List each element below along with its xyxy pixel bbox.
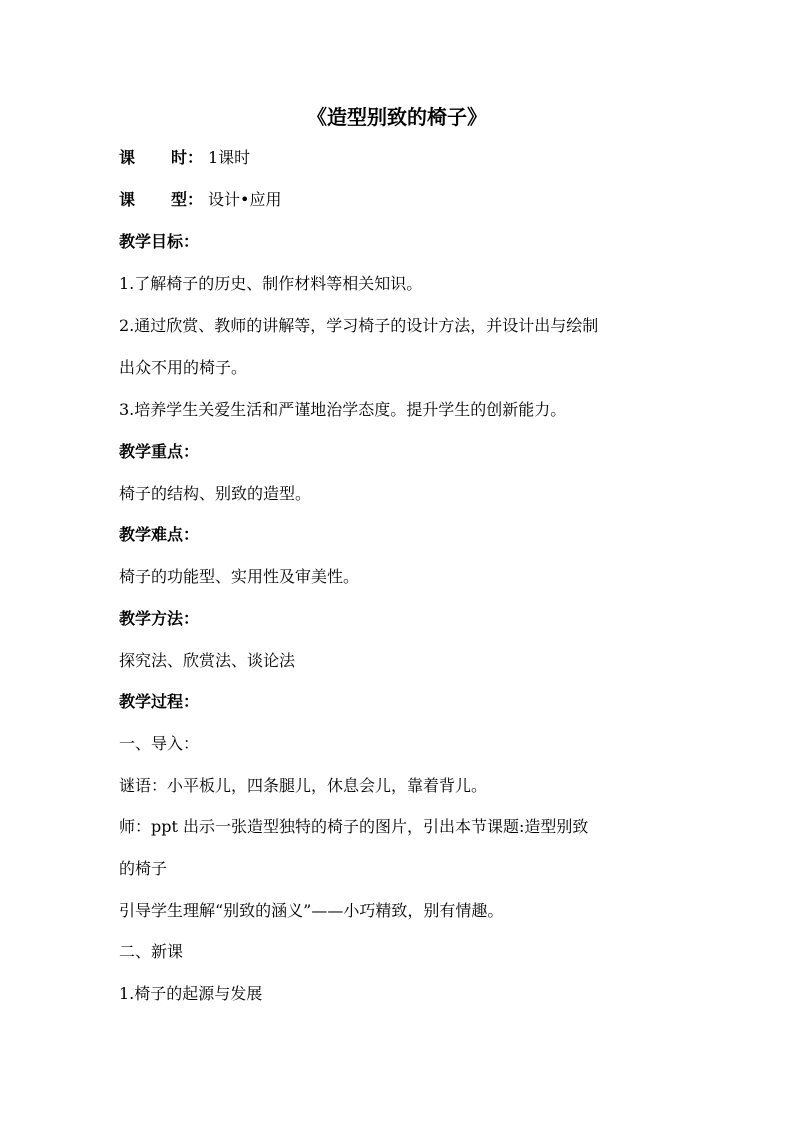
- lesson-time-label: [119, 146, 208, 170]
- lesson-type-value: 设计•应用: [208, 190, 282, 209]
- process-heading: 教学过程：: [119, 692, 200, 711]
- key-points-heading: 教学重点：: [119, 442, 200, 461]
- lesson-time-label-char1: 课: [119, 148, 136, 167]
- difficulties-text: 椅子的功能型、实用性及审美性。: [119, 567, 360, 586]
- key-points-text: 椅子的结构、别致的造型。: [119, 484, 312, 503]
- riddle-text: 谜语：小平板儿，四条腿儿，休息会儿，靠着背儿。: [119, 776, 488, 795]
- lesson-type-row: [119, 188, 719, 212]
- teacher-text-line-2: 的椅子: [119, 859, 168, 878]
- lesson-time-row: [119, 146, 719, 170]
- lesson-time-label-char2: 时：: [171, 148, 204, 167]
- intro-heading: 一、导入：: [119, 734, 200, 753]
- difficulties-heading: 教学难点：: [119, 525, 200, 544]
- methods-text: 探究法、欣赏法、谈论法: [119, 651, 296, 670]
- goal-2-line-1: 2.通过欣赏、教师的讲解等，学习椅子的设计方法，并设计出与绘制: [119, 316, 599, 335]
- goals-heading: 教学目标：: [119, 232, 200, 251]
- goal-2-line-2: 出众不用的椅子。: [119, 358, 248, 377]
- section-item-1: 1.椅子的起源与发展: [119, 984, 263, 1003]
- lesson-type-label: [119, 188, 208, 212]
- lesson-type-label-char2: 型：: [171, 190, 204, 209]
- lesson-type-label-char1: 课: [119, 190, 136, 209]
- new-lesson-heading: 二、新课: [119, 942, 184, 961]
- methods-heading: 教学方法：: [119, 609, 200, 628]
- teacher-text-line-1: 师：ppt 出示一张造型独特的椅子的图片，引出本节课题:造型别致: [119, 817, 589, 836]
- goal-3: 3.培养学生关爱生活和严谨地治学态度。提升学生的创新能力。: [119, 400, 567, 419]
- goal-1: 1.了解椅子的历史、制作材料等相关知识。: [119, 274, 423, 293]
- guide-text: 引导学生理解“别致的涵义”——小巧精致，别有情趣。: [119, 901, 504, 920]
- document-title: 《造型别致的椅子》: [307, 105, 487, 129]
- lesson-time-value: 1课时: [208, 148, 251, 167]
